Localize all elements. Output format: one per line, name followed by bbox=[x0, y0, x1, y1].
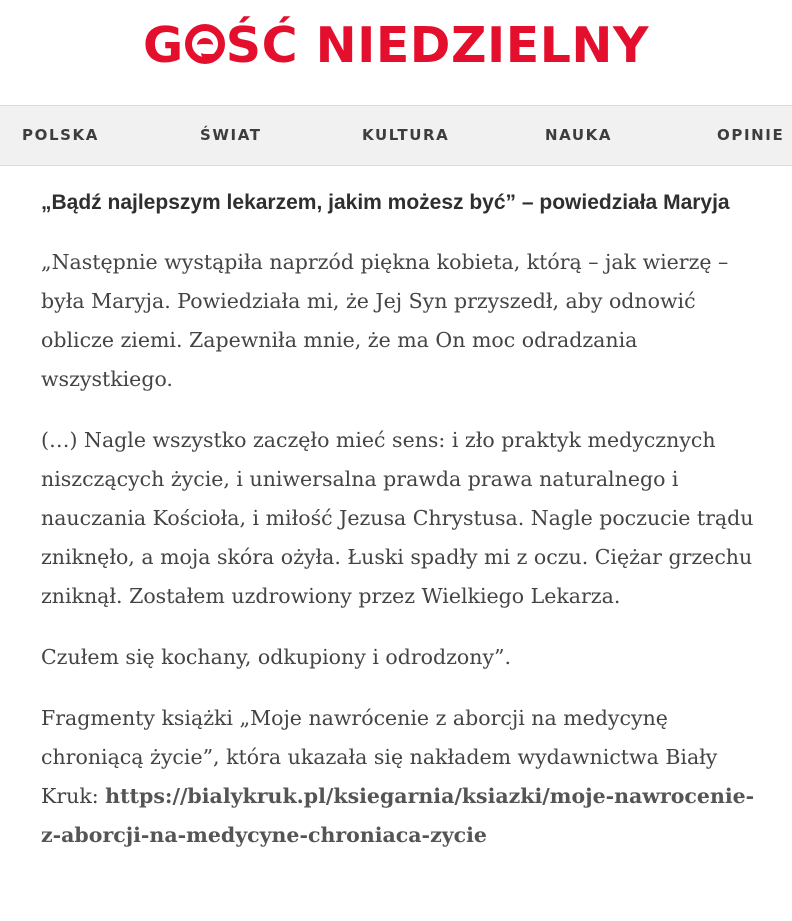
article-body bbox=[41, 186, 761, 877]
nav-item-kultura[interactable]: KULTURA bbox=[362, 126, 450, 144]
article-paragraph-1: „Następnie wystąpiła naprzód piękna kobieta, którą – jak wierzę – była Maryja. Powiedziała mi, że Jej Syn przyszedł, aby odnowić oblicze ziemi. Zapewniła mnie, że ma On moc odradzania wszystkiego. bbox=[41, 250, 729, 391]
logo-text-start: G bbox=[143, 17, 184, 74]
site-header bbox=[0, 0, 792, 105]
nav-item-nauka[interactable]: NAUKA bbox=[545, 126, 613, 144]
article-subheading: „Bądź najlepszym lekarzem, jakim możesz być” – powiedziała Maryja bbox=[41, 191, 730, 214]
site-logo[interactable] bbox=[0, 16, 792, 76]
main-nav bbox=[0, 105, 792, 166]
logo-text-end: ŚĆ NIEDZIELNY bbox=[225, 17, 649, 74]
source-paragraph bbox=[41, 699, 761, 855]
article-paragraph-2: (…) Nagle wszystko zaczęło mieć sens: i zło praktyk medycznych niszczących życie, i uniwersalna prawda prawa naturalnego i nauczania Kościoła, i miłość Jezusa Chrystusa. Nagle poczucie trądu zniknęło, a moja skóra ożyła. Łuski spadły mi z oczu. Ciężar grzechu zniknął. Zostałem uzdrowiony przez Wielkiego Lekarza. bbox=[41, 428, 754, 608]
nav-item-swiat[interactable]: ŚWIAT bbox=[200, 126, 262, 144]
source-link[interactable]: https://bialykruk.pl/ksiegarnia/ksiazki/moje-nawrocenie-z-aborcji-na-medycyne-chroniaca-zycie bbox=[41, 784, 755, 847]
article-paragraph-3: Czułem się kochany, odkupiony i odrodzony”. bbox=[41, 645, 512, 669]
nav-item-polska[interactable]: POLSKA bbox=[22, 126, 99, 144]
logo-o-icon bbox=[185, 24, 225, 64]
source-text: Fragmenty książki „Moje nawrócenie z aborcji na medycynę chroniącą życie”, która ukazała się nakładem wydawnictwa Biały Kruk: bbox=[41, 706, 718, 808]
nav-item-opinie[interactable]: OPINIE bbox=[717, 126, 785, 144]
